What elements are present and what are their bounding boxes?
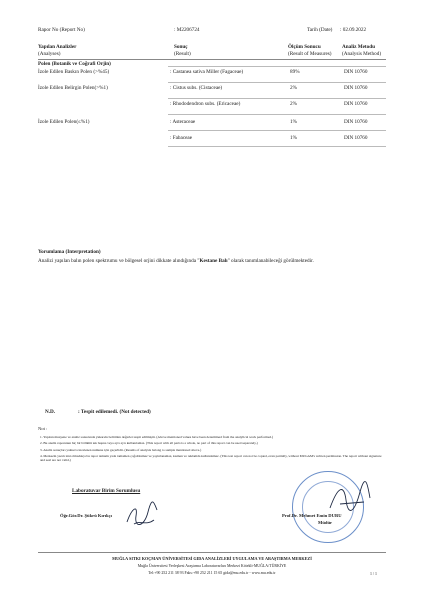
row-5-top-line [168, 130, 386, 131]
col-result-sub: (Result) [174, 51, 191, 57]
row-2-measure: 2% [290, 85, 297, 91]
row-2-analysis: İzole Edilen Belirgin Polen(>%1) [38, 85, 108, 91]
notes-list [40, 435, 384, 464]
left-signature-scribble-icon [124, 498, 160, 532]
nd-abbr: N.D. [45, 409, 56, 415]
row-3-method: DIN 10760 [344, 101, 368, 107]
footer-contact: Tel:+90 252 211 38 93 Faks:+90 252 211 15 65 gida@mu.edu.tr - www.mu.edu.tr [148, 571, 276, 575]
report-no-value: : M2206724 [174, 27, 200, 33]
right-signatory-title: Müdür [318, 520, 333, 525]
row-4-measure: 1% [290, 119, 297, 125]
col-measure-sub: (Result of Measures) [288, 51, 332, 57]
row-4-method: DIN 10760 [344, 119, 368, 125]
note-item: 4. Merkezin yazılı izni olmadıkça bu rapor tamamı yada tamamen çoğaltılamaz ve yayınlanamaz, kısmen ve reklamda kullanılamaz. (This test report can not be copied, even partially, without MUGAM's written permission. The report without signature and seal are not valid.) [40, 453, 382, 463]
footer-address: Muğla Üniversitesi Yerleşkesi Araştırma Laboratuvarları Merkezi Kötekli-MUĞLA/TÜRKİYE [137, 564, 287, 568]
row-1-top-line [168, 66, 386, 67]
page-number: 1 / 1 [370, 572, 377, 576]
interpretation-title: Yorumlama (Interpretation) [38, 249, 101, 255]
interpretation-text-after: " olarak tanımlanabileceği görülmektedir. [227, 258, 314, 264]
section-title: Polen (Botanik ve Coğrafi Orjin) [38, 61, 111, 67]
row-1-method: DIN 10760 [344, 69, 368, 75]
interpretation-text-before: Analizi yapılan balın polen spektrumu ve bölgesel orjini dikkate alındığında " [38, 258, 200, 264]
left-signatory-name: Öğr.Gör.Dr. Şükrü Kırıkçı [60, 513, 112, 518]
row-1-analysis: İzole Edilen Baskın Polen (>%45) [38, 69, 110, 75]
note-item: 1. Yapılan muayene ve analiz sonucunda yukarıda belirtilen değerler tespit edilmiştir. (Above mentioned values have been determined from the analytical work performed.) [40, 435, 274, 439]
nd-text: : Tespit edilemedi. (Not detected) [78, 409, 151, 415]
note-item: 3. Analiz sonuçları yalnızca incelenen numune için geçerlidir. (Results of analysis belong to sample mentioned above.) [40, 447, 202, 452]
left-signatory-title: Laboratuvar Birim Sorumlusu [72, 488, 141, 494]
row-3-top-line [168, 98, 386, 99]
interpretation-highlight: Kestane Balı [199, 258, 228, 264]
row-4-top-line [168, 114, 386, 115]
row-3-result: : Rhododendron subs. (Ericaceae) [170, 101, 241, 107]
col-result-header: Sonuç [174, 44, 188, 50]
footer-divider [38, 552, 386, 553]
col-method-sub: (Analysis Method) [342, 51, 382, 57]
date-label: Tarih (Date) [307, 27, 333, 33]
row-1-result: : Castanea sativa Miller (Fagaceae) [170, 69, 244, 75]
right-signatory-name: Prof.Dr. Mehmet Emin DURU [282, 513, 342, 518]
row-2-top-line [168, 82, 386, 83]
row-4-analysis: İzole Edilen Polen(≤%1) [38, 119, 90, 125]
col-measure-header: Ölçüm Sonucu [288, 44, 321, 50]
row-1-measure: 89% [290, 69, 300, 75]
note-item: 2. Bu analiz raporunun hiç bir bölümü tek başına veya ayrı ayrı kullanılamaz. (This report with all parts is a whole, no part of this report can be used separately.) [40, 441, 258, 446]
col-analyses-sub: (Analyses) [38, 51, 61, 57]
footer-institution: MUĞLA SITKI KOÇMAN ÜNİVERSİTESİ GIDA ANALİZLERİ UYGULAMA VE ARAŞTIRMA MERKEZİ [112, 556, 312, 561]
row-3-measure: 2% [290, 101, 297, 107]
row-5-result: : Fabaceae [170, 135, 193, 141]
col-method-header: Analiz Metodu [342, 44, 375, 50]
row-2-result: : Cistus subs. (Cistaceae) [170, 85, 223, 91]
row-4-result: : Asteraceae [170, 119, 196, 125]
col-analyses-header: Yapılan Analizler [38, 44, 77, 50]
notes-label: Not : [38, 426, 48, 431]
report-no-label: Rapor No (Report No) [38, 27, 85, 33]
right-signature-scribble-icon [326, 480, 372, 516]
table-bottom-line [168, 146, 386, 147]
date-value: : 02.09.2022 [340, 27, 367, 33]
interpretation-text [38, 258, 314, 265]
row-5-measure: 1% [290, 135, 297, 141]
row-2-method: DIN 10760 [344, 85, 368, 91]
row-5-method: DIN 10760 [344, 135, 368, 141]
header-divider [38, 59, 386, 60]
